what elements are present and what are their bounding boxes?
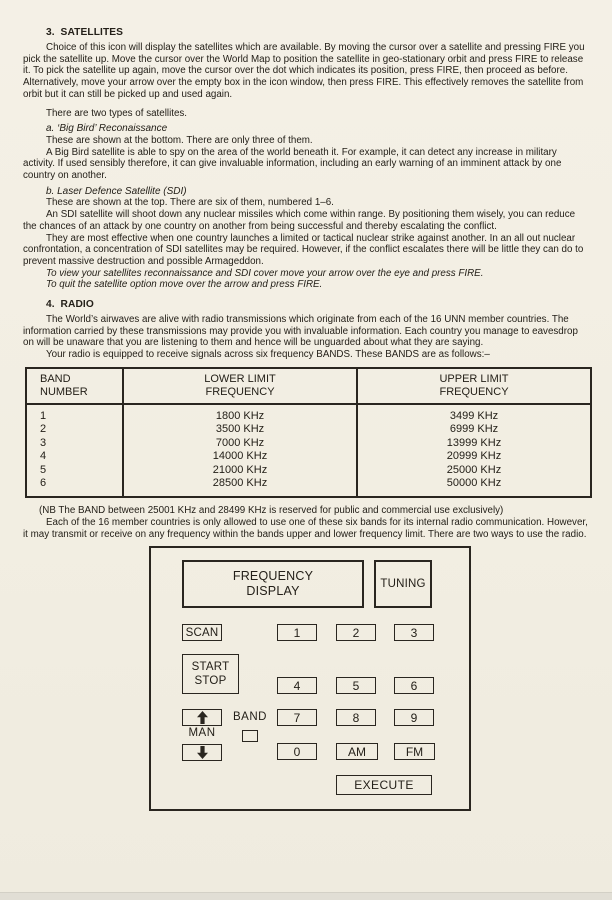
note-quit-satellites: To quit the satellite option move over the arrow and press FIRE. [46, 279, 323, 291]
band-row [26, 450, 591, 463]
radio-panel-diagram [149, 546, 471, 811]
band-table-header-row [26, 368, 591, 404]
band-number-cell: 1 [40, 409, 47, 422]
lower-limit-header: LOWER LIMIT FREQUENCY [123, 368, 357, 404]
sdi-location-line: These are shown at the top. There are six of them, numbered 1–6. [46, 197, 334, 209]
upper-limit-cell: 50000 KHz [357, 477, 591, 497]
key-2-button: 2 [336, 624, 376, 641]
tuning-box: TUNING [374, 560, 432, 608]
start-label: START [191, 660, 230, 673]
lower-limit-cell: 7000 KHz [123, 437, 357, 450]
page-bottom-scan-edge [0, 892, 612, 900]
key-5-button: 5 [336, 677, 376, 694]
key-6-button: 6 [394, 677, 434, 694]
band-indicator-checkbox [242, 730, 258, 742]
start-stop-button [182, 654, 239, 694]
band-selector-label: BAND [233, 711, 267, 724]
key-4-button: 4 [277, 677, 317, 694]
subheading-big-bird: a. ‘Big Bird’ Reconaissance [46, 123, 168, 135]
am-button: AM [336, 743, 378, 760]
frequency-display-label-line2: DISPLAY [246, 584, 300, 599]
lower-limit-cell: 3500 KHz [123, 423, 357, 436]
upper-limit-cell: 13999 KHz [357, 437, 591, 450]
key-9-button: 9 [394, 709, 434, 726]
satellites-intro-paragraph: Choice of this icon will display the satellites which are available. By moving the cursor over a satellite and pressing FIRE you pick the satellite up. Move the cursor over the World Map to position the satellite in geo-stationary orbit and press FIRE to release it. To pick the satellite up again, move the cursor over the dot which indicates its position, press FIRE, then proceed as before. Alternatively, move your arrow over the empty box in the icon window, then press FIRE. This effectively removes the satellite from orbit but it can still be picked up and used again. [23, 42, 585, 100]
frequency-display-box [182, 560, 364, 608]
band-row [26, 423, 591, 436]
band-row [26, 464, 591, 477]
frequency-display-label-line1: FREQUENCY [232, 569, 314, 584]
satellite-types-line: There are two types of satellites. [46, 107, 188, 119]
section-heading-radio: 4. RADIO [46, 299, 94, 311]
band-number-cell: 4 [40, 450, 47, 463]
down-arrow-icon [197, 746, 208, 759]
band-row [26, 477, 591, 497]
radio-usage-paragraph: Each of the 16 member countries is only allowed to use one of these six bands for its internal radio communication. However, it may transmit or receive on any frequency within the bands upper and lower frequency limit. There are two ways to use the radio. [23, 517, 588, 540]
scan-button: SCAN [182, 624, 222, 641]
lower-limit-cell: 28500 KHz [123, 477, 357, 497]
radio-intro-paragraph: The World’s airwaves are alive with radio transmissions which originate from each of the 16 UNN member countries. The information carried by these transmissions may provide you with invaluable information. Each country you manage to eavesdrop on will be unaware that you are listening to them and hence will be unguarded about what they are saying. [23, 314, 578, 349]
radio-bands-line: Your radio is equipped to receive signals across six frequency BANDS. These BANDS are as follows:– [46, 349, 490, 361]
sdi-paragraph-1: An SDI satellite will shoot down any nuclear missiles which come within range. By positioning them wisely, you can reduce the chances of an attack by one country on another from being successful and thereby escalating the conflict. [23, 209, 576, 232]
sdi-paragraph-2: They are most effective when one country launches a limited or tactical nuclear strike against another. In an all out nuclear confrontation, a concentration of SDI satellites may be required. However, if the conflict escalates there will be little they can do to prevent massive destruction and possible Armageddon. [23, 232, 584, 267]
band-number-cell: 5 [40, 463, 47, 476]
key-0-button: 0 [277, 743, 317, 760]
key-3-button: 3 [394, 624, 434, 641]
key-8-button: 8 [336, 709, 376, 726]
up-arrow-icon [197, 711, 208, 724]
execute-button: EXECUTE [336, 775, 432, 795]
man-down-button [182, 744, 222, 761]
lower-limit-cell: 21000 KHz [123, 464, 357, 477]
big-bird-paragraph: A Big Bird satellite is able to spy on the area of the world beneath it. For example, it can detect any increase in military activity. If used sensibly therefore, it can give invaluable information, including an early warning of an imminent attack by one country on another. [23, 146, 562, 182]
upper-limit-header: UPPER LIMIT FREQUENCY [357, 368, 591, 404]
stop-label: STOP [194, 675, 227, 688]
band-number-cell: 6 [40, 476, 47, 489]
band-row [26, 437, 591, 450]
upper-limit-cell: 3499 KHz [357, 404, 591, 423]
frequency-band-table [25, 367, 592, 498]
man-label: MAN [188, 727, 216, 740]
nb-reserved-band-note: (NB The BAND between 25001 KHz and 28499 KHz is reserved for public and commercial use exclusively) [39, 505, 504, 517]
note-view-satellites: To view your satellites reconnaissance and SDI cover move your arrow over the eye and press FIRE. [46, 267, 484, 279]
band-row [26, 404, 591, 423]
upper-limit-cell: 25000 KHz [357, 464, 591, 477]
section-heading-satellites: 3. SATELLITES [46, 27, 124, 38]
man-up-button [182, 709, 222, 726]
band-number-cell: 3 [40, 436, 47, 449]
key-7-button: 7 [277, 709, 317, 726]
lower-limit-cell: 14000 KHz [123, 450, 357, 463]
upper-limit-cell: 6999 KHz [357, 423, 591, 436]
upper-limit-cell: 20999 KHz [357, 450, 591, 463]
lower-limit-cell: 1800 KHz [123, 404, 357, 423]
fm-button: FM [394, 743, 435, 760]
band-number-cell: 2 [40, 423, 47, 436]
key-1-button: 1 [277, 624, 317, 641]
big-bird-location-line: These are shown at the bottom. There are only three of them. [46, 134, 313, 146]
subheading-sdi: b. Laser Defence Satellite (SDI) [46, 185, 187, 197]
band-number-header: BAND NUMBER [40, 372, 88, 398]
